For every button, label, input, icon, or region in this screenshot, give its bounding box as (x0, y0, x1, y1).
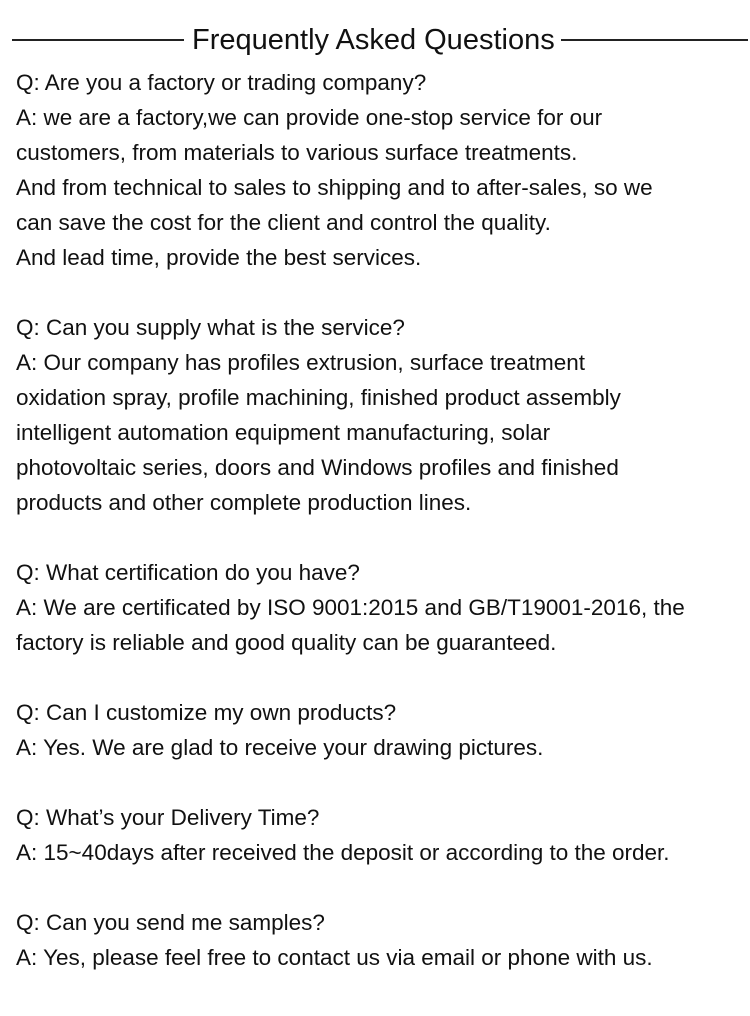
faq-item-certification (16, 555, 741, 660)
header-rule-left (12, 39, 184, 41)
answer-text: products and other complete production lines. (16, 490, 472, 515)
faq-item-service (16, 310, 741, 520)
faq-item-samples (16, 905, 741, 975)
answer-text: A: Yes, please feel free to contact us via email or phone with us. (16, 945, 653, 970)
answer-text: And lead time, provide the best services. (16, 245, 422, 270)
answer-text: can save the cost for the client and control the quality. (16, 210, 551, 235)
answer-text: oxidation spray, profile machining, finished product assembly (16, 385, 621, 410)
faq-item-delivery (16, 800, 741, 870)
answer-text: A: Our company has profiles extrusion, surface treatment (16, 350, 586, 375)
answer-text: customers, from materials to various surface treatments. (16, 140, 578, 165)
question-text: Q: What’s your Delivery Time? (16, 805, 320, 830)
answer-text: photovoltaic series, doors and Windows profiles and finished (16, 455, 619, 480)
answer-text: factory is reliable and good quality can be guaranteed. (16, 630, 557, 655)
faq-list (16, 65, 741, 1010)
answer-text: A: Yes. We are glad to receive your drawing pictures. (16, 735, 544, 760)
header-rule-right (561, 39, 748, 41)
question-text: Q: Can I customize my own products? (16, 700, 397, 725)
answer-text: A: we are a factory,we can provide one-stop service for our (16, 105, 603, 130)
answer-text: A: 15~40days after received the deposit or according to the order. (16, 840, 670, 865)
faq-item-customize (16, 695, 741, 765)
answer-text: A: We are certificated by ISO 9001:2015 and GB/T19001-2016, the (16, 595, 685, 620)
faq-item-factory (16, 65, 741, 275)
question-text: Q: What certification do you have? (16, 560, 360, 585)
question-text: Q: Can you supply what is the service? (16, 315, 405, 340)
question-text: Q: Are you a factory or trading company? (16, 70, 427, 95)
page-title: Frequently Asked Questions (192, 24, 555, 56)
question-text: Q: Can you send me samples? (16, 910, 325, 935)
answer-text: And from technical to sales to shipping and to after-sales, so we (16, 175, 653, 200)
answer-text: intelligent automation equipment manufacturing, solar (16, 420, 551, 445)
faq-header (0, 20, 750, 60)
